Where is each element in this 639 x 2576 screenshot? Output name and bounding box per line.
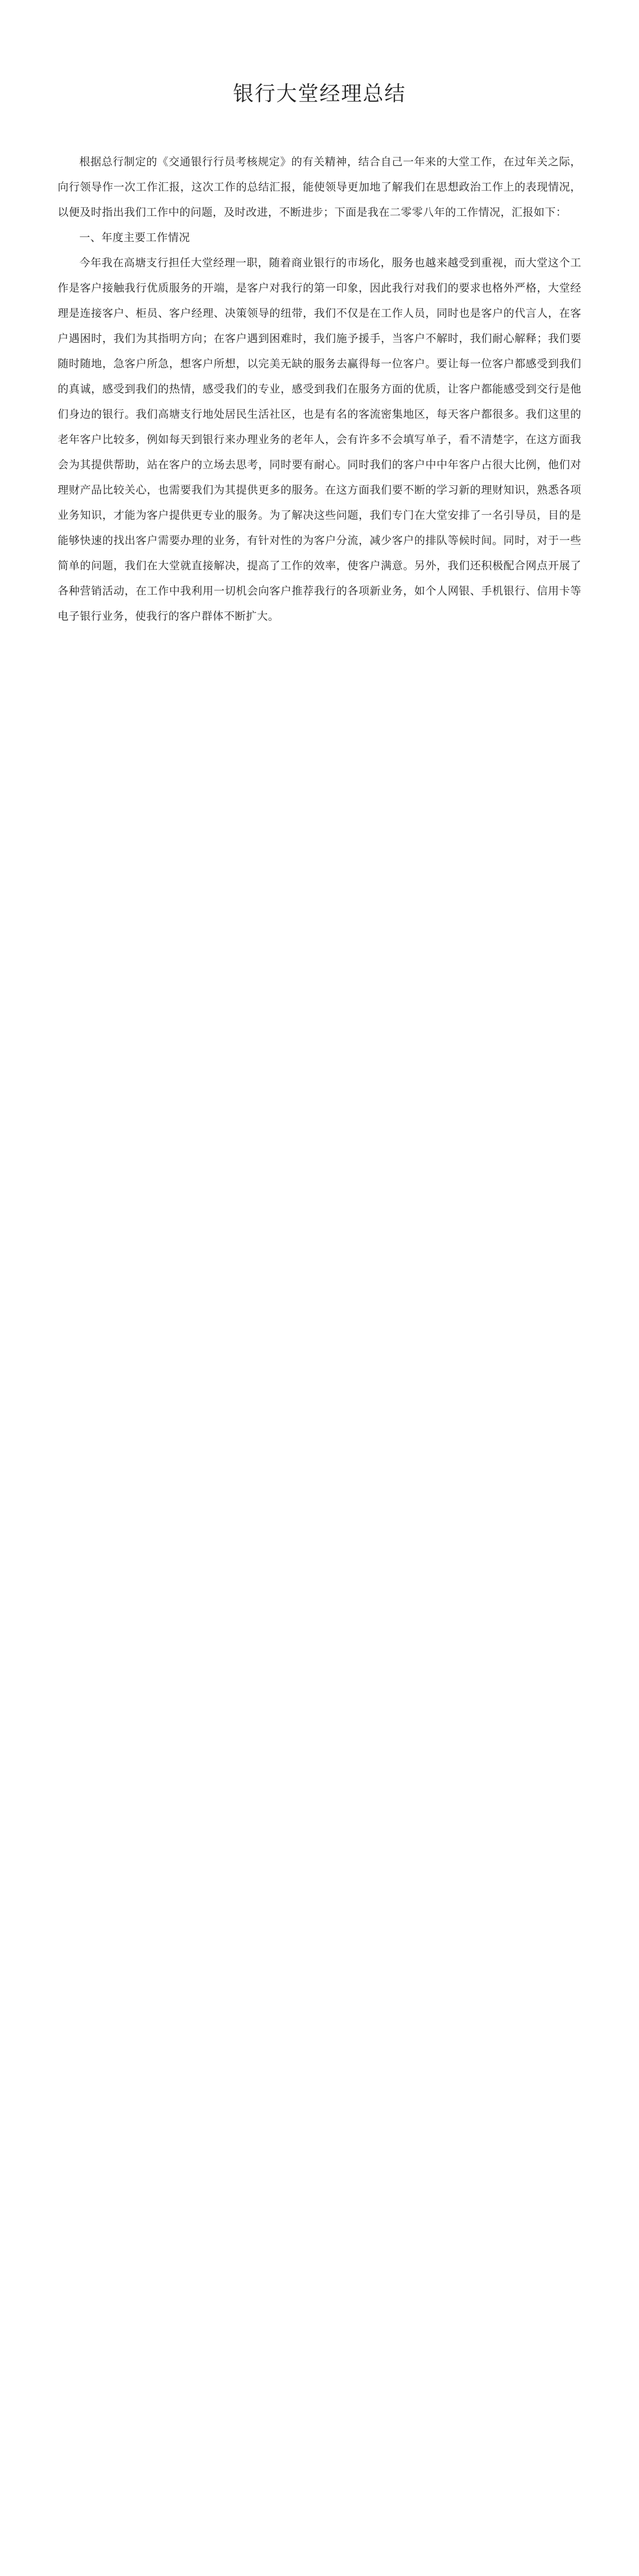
document-title: 银行大堂经理总结 — [233, 82, 406, 106]
paragraph: 今年我在高塘支行担任大堂经理一职，随着商业银行的市场化，服务也越来越受到重视，而大堂这个工作是客户接触我行优质服务的开端，是客户对我行的第一印象，因此我行对我们的要求也格外严格，大堂经理是连接客户、柜员、客户经理、决策领导的纽带，我们不仅是在工作人员，同时也是客户的代言人，在客户遇困时，我们为其指明方向；在客户遇到困难时，我们施予援手，当客户不解时，我们耐心解释；我们要随时随地，急客户所急，想客户所想，以完美无缺的服务去赢得每一位客户。要让每一位客户都感受到我们的真诚，感受到我们的热情，感受我们的专业，感受到我们在服务方面的优质，让客户都能感受到交行是他们身边的银行。我们高塘支行地处居民生活社区，也是有名的客流密集地区，每天客户都很多。我们这里的老年客户比较多，例如每天到银行来办理业务的老年人，会有许多不会填写单子，看不清楚字，在这方面我会为其提供帮助，站在客户的立场去思考，同时要有耐心。同时我们的客户中中年客户占很大比例，他们对理财产品比较关心，也需要我们为其提供更多的服务。在这方面我们要不断的学习新的理财知识，熟悉各项业务知识，才能为客户提供更专业的服务。为了解决这些问题，我们专门在大堂安排了一名引导员，目的是能够快速的找出客户需要办理的业务，有针对性的为客户分流，减少客户的排队等候时间。同时，对于一些简单的问题，我们在大堂就直接解决，提高了工作的效率，使客户满意。另外，我们还积极配合网点开展了各种营销活动，在工作中我利用一切机会向客户推荐我行的各项新业务，如个人网银、手机银行、信用卡等电子银行业务，使我行的客户群体不断扩大。 — [58, 257, 581, 622]
paragraph: 根据总行制定的《交通银行行员考核规定》的有关精神，结合自己一年来的大堂工作，在过年关之际，向行领导作一次工作汇报，这次工作的总结汇报，能使领导更加地了解我们在思想政治工作上的表现情况，以便及时指出我们工作中的问题，及时改进，不断进步；下面是我在二零零八年的工作情况，汇报如下： — [58, 156, 581, 218]
section-heading: 一、年度主要工作情况 — [79, 231, 190, 244]
text-block-1 — [58, 149, 581, 629]
